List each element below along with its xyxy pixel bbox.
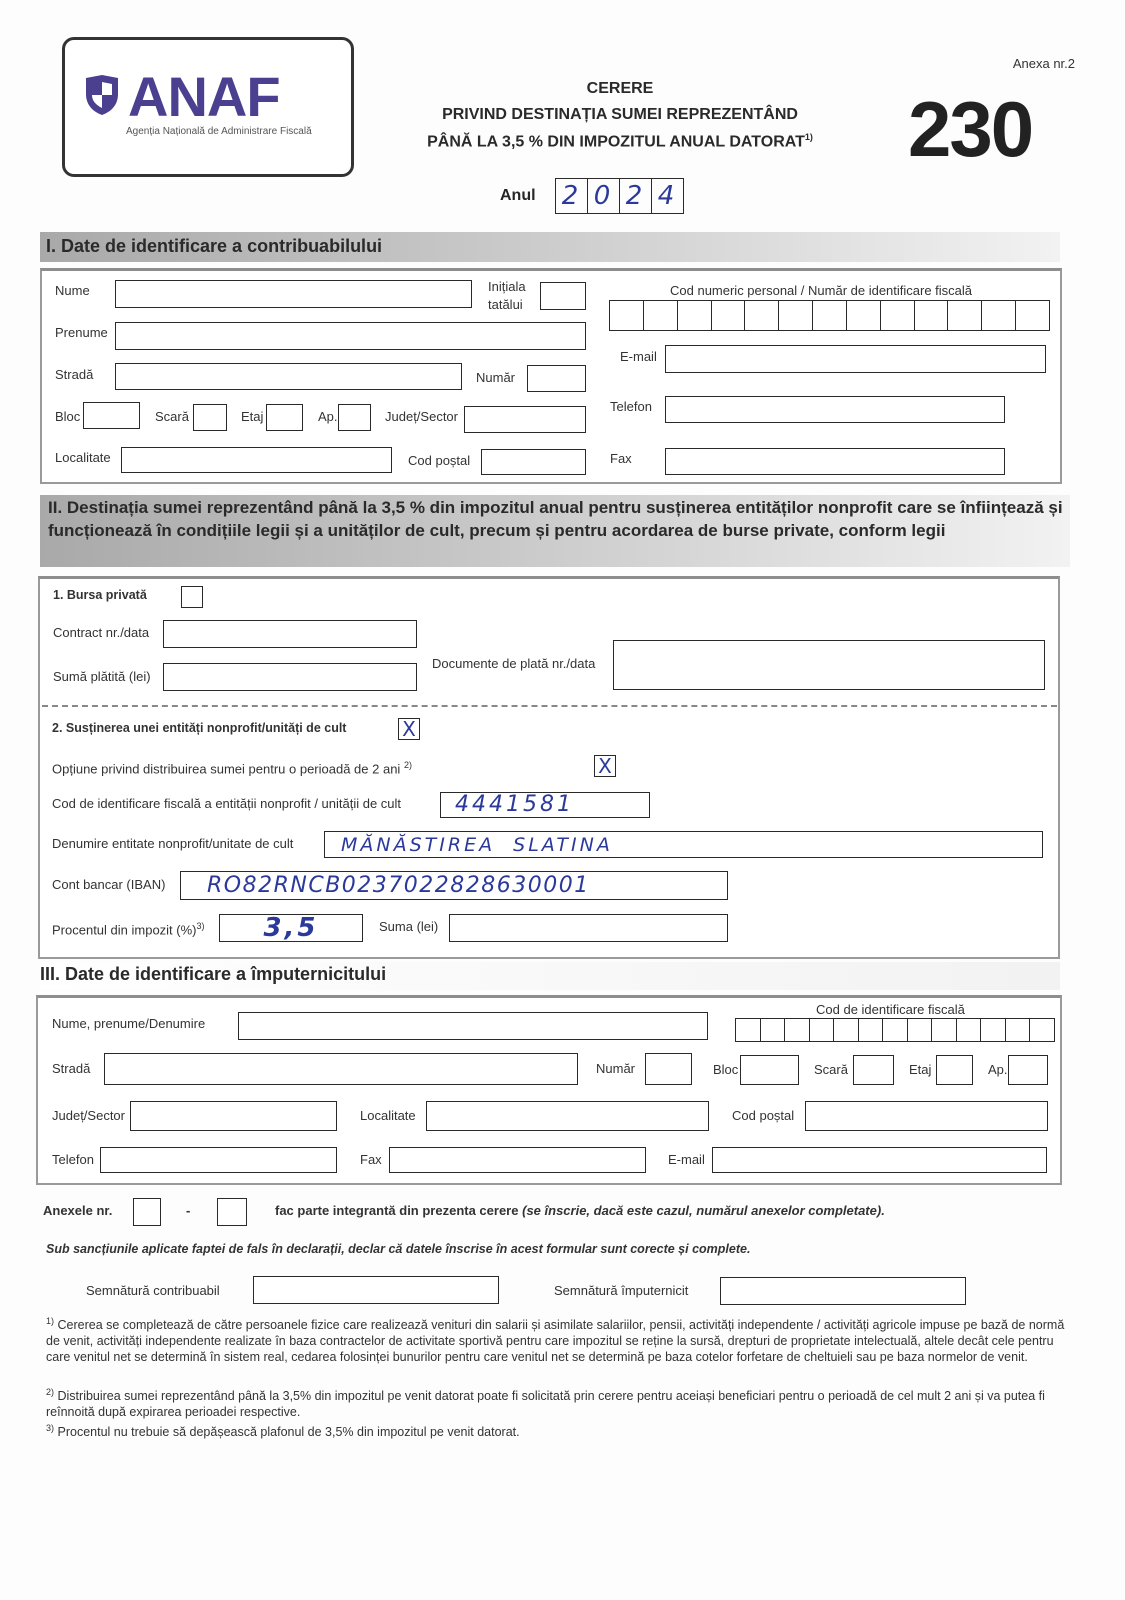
label-imp-cod-postal: Cod poștal [732,1108,795,1123]
anexe-text [275,1203,885,1218]
label-sustinere: 2. Susținerea unei entități nonprofit/unități de cult [52,721,347,735]
form-title-line2: PRIVIND DESTINAȚIA SUMEI REPREZENTÂND [442,106,798,123]
year-digit-3[interactable]: 2 [619,178,652,214]
fax-input[interactable] [665,448,1005,475]
year-digit-1[interactable]: 2 [555,178,588,214]
label-denumire: Denumire entitate nonprofit/unitate de cult [52,836,294,851]
imp-numar-input[interactable] [645,1053,692,1085]
declaration-text: Sub sancțiunile aplicate faptei de fals în declarații, declar că datele înscrise în acest formular sunt corecte și complete. [46,1242,751,1256]
label-etaj: Etaj [241,409,264,424]
footnote-1-mark: 1) [46,1316,55,1326]
section2-heading: II. Destinația sumei reprezentând până la 3,5 % din impozitul anual pentru susținerea entităților nonprofit care se înființează și funcționează în condițiile legii și a unităților de cult, precum și pentru acordarea de burse private, conform legii [40,495,1070,567]
label-imp-telefon: Telefon [52,1152,94,1167]
prenume-input[interactable] [115,322,586,350]
footnote-2-text: Distribuirea sumei reprezentând până la 3,5% din impozitul pe venit datorat poate fi solicitată prin cerere pentru aceiași beneficiari pentru o perioadă de cel mult 2 ani și va putea fi reînnoită după expirarea perioadei respective. [46,1389,1045,1420]
cnp-input[interactable] [609,300,1050,331]
nume-input[interactable] [115,280,472,308]
label-fax: Fax [610,451,632,466]
label-imp-localitate: Localitate [360,1108,416,1123]
section2-divider [42,705,1057,707]
label-suma: Suma (lei) [379,919,439,934]
label-numar: Număr [476,370,516,385]
label-cif-entitate: Cod de identificare fiscală a entității nonprofit / unității de cult [52,796,402,811]
label-iban: Cont bancar (IBAN) [52,877,166,892]
cif-entitate-input[interactable]: 4441581 [440,792,650,818]
documente-input[interactable] [613,640,1045,690]
year-digit-4[interactable]: 4 [651,178,684,214]
form-title-line3-text: PÂNĂ LA 3,5 % DIN IMPOZITUL ANUAL DATORAT [427,133,805,151]
procent-input[interactable]: 3,5 [219,914,363,942]
semnatura-imputernicit-input[interactable] [720,1277,966,1305]
label-judet: Județ/Sector [385,409,458,424]
contract-input[interactable] [163,620,417,648]
telefon-input[interactable] [665,396,1005,423]
footnote-1 [46,1313,1066,1365]
label-imp-judet: Județ/Sector [52,1108,125,1123]
anaf-logo-subtitle: Agenția Națională de Administrare Fiscală [126,126,312,137]
email-input[interactable] [665,345,1046,373]
label-cod-postal: Cod poștal [408,453,471,468]
label-contract: Contract nr./data [53,625,150,640]
numar-input[interactable] [527,365,586,392]
suma-input[interactable] [449,914,728,942]
imp-strada-input[interactable] [104,1053,578,1085]
imp-cod-postal-input[interactable] [805,1101,1048,1131]
anexe-to-input[interactable] [217,1198,247,1226]
label-bloc: Bloc [55,409,81,424]
label-semnatura-contribuabil: Semnătură contribuabil [86,1283,220,1298]
imp-scara-input[interactable] [853,1055,894,1085]
label-initiala-1: Inițiala [488,279,526,294]
footnote-3-mark: 3) [46,1423,55,1433]
label-suma-platita: Sumă plătită (lei) [53,669,151,684]
title-footnote-mark: 1) [804,132,813,142]
suma-platita-input[interactable] [163,663,417,691]
section3-heading: III. Date de identificare a împuternicitului [40,962,1060,990]
label-nume: Nume [55,283,90,298]
label-imp-ap: Ap. [988,1062,1008,1077]
label-anexe: Anexele nr. [43,1203,113,1218]
form-number: 230 [908,85,1033,173]
sustinere-checkbox[interactable]: X [398,718,420,740]
imp-email-input[interactable] [712,1147,1047,1173]
label-imp-nume: Nume, prenume/Denumire [52,1016,206,1031]
footnote-2-mark: 2) [46,1387,55,1397]
year-digit-2[interactable]: 0 [587,178,620,214]
cod-postal-input[interactable] [481,449,586,475]
footnote-1-text: Cererea se completează de către persoanele fizice care realizează venituri din salarii și asimilate salariilor, pensii, activități independente / activități agricole impuse pe bază de normă de venit, activități independente realizate în baza contractelor de activitate sportivă pentru care impozitul se reține la sursă, drepturi de proprietate intelectuală, altele decât cele pentru care venitul net se determină în sistem real, cedarea folosinței bunurilor pentru care venitul net se determină pe baza cotelor forfetare de cheltuieli sau pe baza normelor de venit. [46,1318,1065,1365]
label-ap: Ap. [318,409,338,424]
annex-number: Anexa nr.2 [1012,56,1075,71]
footnote-3 [46,1420,1066,1440]
etaj-input[interactable] [266,404,303,431]
label-prenume: Prenume [55,325,108,340]
semnatura-contribuabil-input[interactable] [253,1276,499,1304]
label-semnatura-imputernicit: Semnătură împuternicit [554,1283,689,1298]
label-optiune [52,760,412,776]
anexe-separator: - [186,1203,191,1218]
imp-nume-input[interactable] [238,1012,708,1040]
footnote-3-text: Procentul nu trebuie să depășească plafonul de 3,5% din impozitul pe venit datorat. [57,1425,520,1440]
form-title-line3 [390,132,850,151]
label-email: E-mail [620,349,657,364]
label-bursa: 1. Bursa privată [53,588,147,602]
label-imp-fax: Fax [360,1152,382,1167]
imp-etaj-input[interactable] [936,1055,973,1085]
procent-text: Procentul din impozit (%) [52,922,197,938]
label-documente: Documente de plată nr./data [432,656,596,671]
imp-judet-input[interactable] [130,1101,337,1131]
scara-input[interactable] [193,404,227,431]
label-telefon: Telefon [610,399,652,414]
imp-fax-input[interactable] [389,1147,646,1173]
imp-localitate-input[interactable] [426,1101,709,1131]
bloc-input[interactable] [83,402,140,429]
imp-telefon-input[interactable] [100,1147,337,1173]
footnote-2 [46,1384,1066,1420]
label-localitate: Localitate [55,450,111,465]
optiune-footnote-mark: 2) [403,760,412,770]
label-procent [52,921,205,937]
label-cnp: Cod numeric personal / Număr de identificare fiscală [670,283,973,298]
label-imp-scara: Scară [814,1062,848,1077]
label-strada: Stradă [55,367,94,382]
procent-footnote-mark: 3) [196,921,205,931]
localitate-input[interactable] [121,447,392,473]
label-imp-cif: Cod de identificare fiscală [816,1002,965,1017]
imp-ap-input[interactable] [1008,1055,1048,1085]
bursa-checkbox[interactable] [181,586,203,608]
ap-input[interactable] [338,404,371,431]
anexe-text-bold: fac parte integrantă din prezenta cerere [275,1203,519,1218]
judet-input[interactable] [464,406,586,433]
anexe-from-input[interactable] [133,1198,161,1226]
label-scara: Scară [155,409,189,424]
initiala-input[interactable] [540,282,586,310]
strada-input[interactable] [115,363,462,390]
year-label: Anul [500,187,536,204]
optiune-text: Opțiune privind distribuirea sumei pentru o perioadă de 2 ani [52,761,401,777]
anaf-shield-icon [84,74,120,116]
section1-heading: I. Date de identificare a contribuabilului [40,232,1060,262]
denumire-input[interactable]: MĂNĂSTIREA SLATINA [324,831,1043,858]
label-imp-etaj: Etaj [909,1062,932,1077]
anaf-logo-text: ANAF [128,65,280,128]
label-imp-numar: Număr [596,1061,636,1076]
label-imp-email: E-mail [668,1152,705,1167]
label-imp-strada: Stradă [52,1061,91,1076]
imp-bloc-input[interactable] [740,1055,799,1085]
label-initiala-2: tatălui [488,297,523,312]
anexe-text-italic: (se înscrie, dacă este cazul, numărul anexelor completate). [522,1203,885,1218]
imp-cif-input[interactable] [735,1018,1055,1042]
form-title-line1: CERERE [586,80,654,97]
optiune-checkbox[interactable]: X [594,755,616,777]
iban-input[interactable]: RO82RNCB0237022828630001 [180,871,728,900]
label-imp-bloc: Bloc [713,1062,739,1077]
